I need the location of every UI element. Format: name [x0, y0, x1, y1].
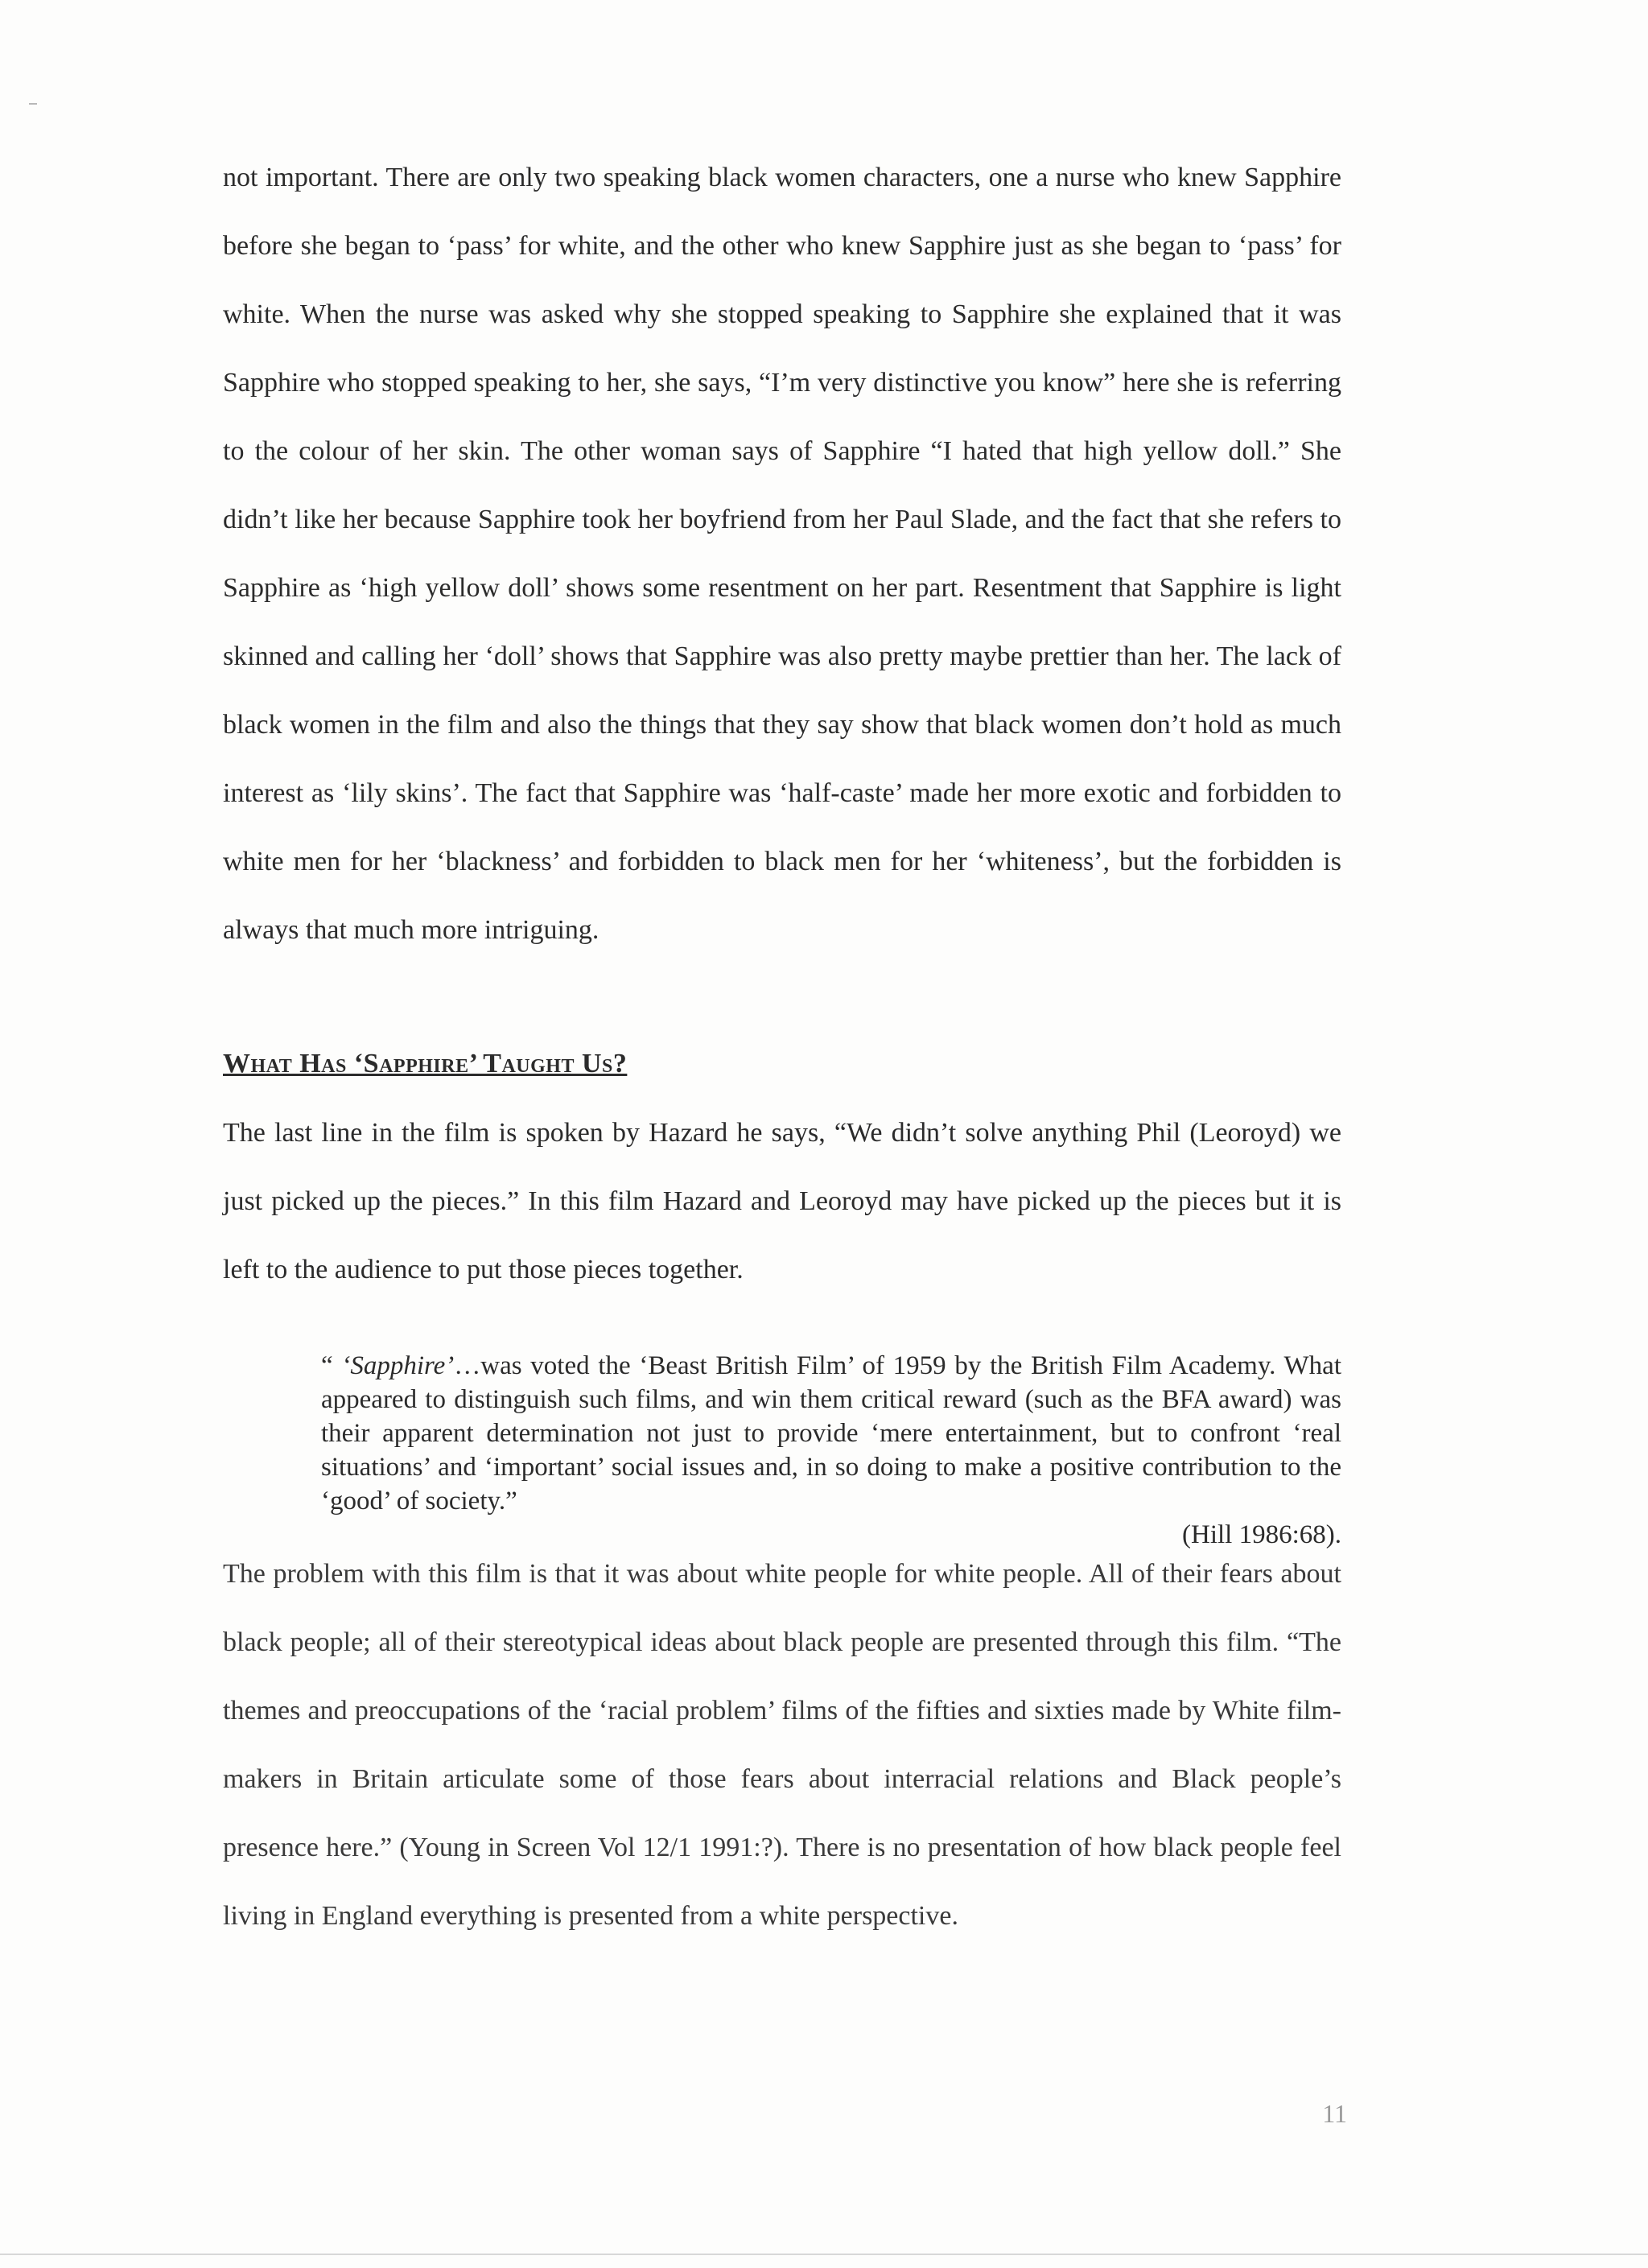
quote-body: …was voted the ‘Beast British Film’ of 1959 by the British Film Academy. What appeared to distinguish such films, and win them critical reward (such as the BFA award) was their apparent determination not just to provide ‘mere entertainment, but to confront ‘real situations’ and ‘important’ social issues and, in so doing to make a positive contribution to the ‘good’ of society.”: [321, 1351, 1341, 1515]
body-paragraph-2: The last line in the film is spoken by Hazard he says, “We didn’t solve anything Phil (Leoroyd) we just picked up the pieces.” In this film Hazard and Leoroyd may have picked up the pieces but it is left to the audience to put those pieces together.: [223, 1118, 1341, 1285]
section-heading: What Has ‘Sapphire’ Taught Us?: [223, 1049, 628, 1078]
body-paragraph-1: not important. There are only two speaking black women characters, one a nurse who knew Sapphire before she began to ‘pass’ for white, and the other who knew Sapphire just as she began to ‘pass’ for white. When the nurse was asked why she stopped speaking to Sapphire she explained that it was Sapphire who stopped speaking to her, she says, “I’m very distinctive you know” here she is referring to the colour of her skin. The other woman says of Sapphire “I hated that high yellow doll.” She didn’t like her because Sapphire took her boyfriend from her Paul Slade, and the fact that she refers to Sapphire as ‘high yellow doll’ shows some resentment on her part. Resentment that Sapphire is light skinned and calling her ‘doll’ shows that Sapphire was also pretty maybe prettier than her. The lack of black women in the film and also the things that they say show that black women don’t hold as much interest as ‘lily skins’. The fact that Sapphire was ‘half-caste’ made her more exotic and forbidden to white men for her ‘blackness’ and forbidden to black men for her ‘whiteness’, but the forbidden is always that much more intriguing.: [223, 163, 1341, 945]
block-quote: [321, 1349, 1341, 1518]
scan-speck: [29, 103, 37, 105]
body-paragraph-3: The problem with this film is that it was about white people for white people. All of their fears about black people; all of their stereotypical ideas about black people are presented through this film. “The themes and preoccupations of the ‘racial problem’ films of the fifties and sixties made by White film-makers in Britain articulate some of those fears about interracial relations and Black people’s presence here.” (Young in Screen Vol 12/1 1991:?). There is no presentation of how black people feel living in England everything is presented from a white perspective.: [223, 1559, 1341, 1931]
quote-citation: (Hill 1986:68).: [1182, 1520, 1341, 1549]
page-number: 11: [1322, 2099, 1347, 2128]
scan-edge-line: [0, 2254, 1648, 2255]
quote-open-mark: “: [321, 1351, 342, 1380]
quote-film-title: ‘Sapphire’: [341, 1351, 455, 1380]
